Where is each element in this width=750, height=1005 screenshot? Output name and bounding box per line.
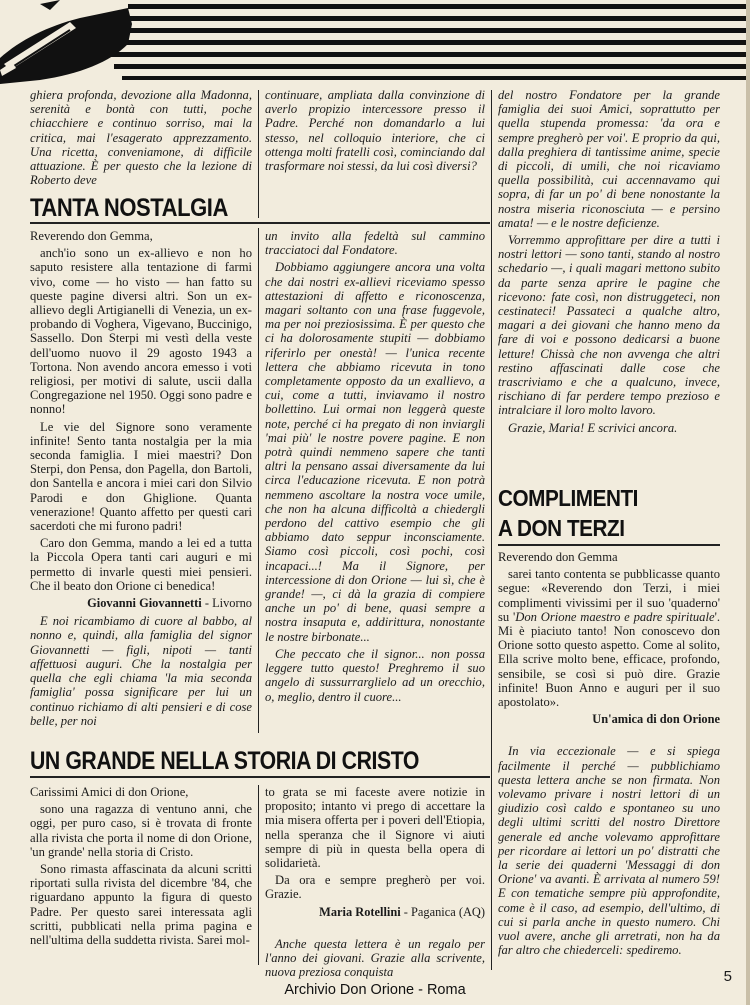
pen-stripes-header-art xyxy=(0,0,750,92)
continued-text-col1: ghiera profonda, devozione alla Madonna, serenità e bontà con tutti, poche chiacchiere e continuo sorriso, mai la critica, mai l'esagerato apprezzamento. Una ricetta, conveniamone, di difficile attuazione. È per questo che la lezione di Roberto deve xyxy=(30,88,252,188)
salutation: Reverendo don Gemma, xyxy=(30,229,153,243)
reply-continued-col3: del nostro Fondatore per la grande famiglia dei suoi Amici, soprattutto per quella stupenda promessa: 'da ora e sempre pregherò per voi'. E proprio da qui, dalla preghiera di tantissime anime, specie di piccoli, di umili, che noi ricaviamo quella possibilità, cui accennavamo qui sopra, di far un po' di bene nonostante la nostra miseria riconosciuta — e persino amata! — e le nostre deficienze. Vorremmo approfittare per dire a tutti i nostri lettori — sono tanti, stando al nostro schedario —, i quali magari mettono subito da parte senza aprire le pagine che ricevono: fate così, non distruggeteci, non cestinateci! Passateci a qualche altro, magari a dei giovani che hanno meno da fare di voi e possono dedicarsi a buone letture! Chissà che non avvenga che altri restino affascinati dalle cose che trascriviamo e che a qualcuno, invece, rischiano di far perdere tempo prezioso e intralciare il loro molto lavoro. Grazie, Maria! E scrivici ancora. xyxy=(498,88,720,435)
column-rule-upper xyxy=(258,90,259,218)
title-underline-tanta-nostalgia xyxy=(30,222,490,224)
article-tanta-nostalgia-col2: un invito alla fedeltà sul cammino tracciatoci dal Fondatore. Dobbiamo aggiungere ancora una volta che dai nostri ex-allievi riceviamo spesso attestazioni di affetto e riconoscenza, magari soltanto con una frase fuggevole, ma per noi preziosissima. È per questo che ci ha dolorosamente stupiti — dobbiamo riferirlo per onestà! — l'unica recente lettera che abbiamo ricevuta in tono completamente opposto da un exallievo, a cui, come a tutti, inviavamo il nostro bollettino. Lui ormai non leggerà queste note, perché ci ha pregato di non inviargli 'mai più' le nostre povere pagine. E non potrà quindi nemmeno sapere che tanti altri la pensano assai diversamente da lui circa l'educazione ricevuta. E non potrà nemmeno ascoltare la nostra voce umile, che non ha alcuna difficoltà a chiedergli perdono del cattivo esempio che gli abbiamo dato seppur inconsciamente. Siamo così piccoli, così pochi, così incapaci...! Ma il Signore, per intercessione di don Orione — lui sì, che è grande! —, ci dà la grazia di compiere anche un po' di bene, quasi sempre a nostra insaputa e, addirittura, nonostante le nostre birbonate... Che peccato che il signor... non possa leggere tutto questo! Preghremo il suo angelo di sussurrarglielo ad un orecchio, o, meglio, dentro il cuore... xyxy=(265,229,485,704)
column-rule-lower xyxy=(258,785,259,965)
column-rule-middle xyxy=(258,228,259,733)
column-rule-right xyxy=(491,90,492,970)
title-underline-complimenti xyxy=(498,544,720,546)
signature: Maria Rotellini - Paganica (AQ) xyxy=(319,904,485,919)
title-underline-un-grande xyxy=(30,776,490,778)
article-un-grande-col2: to grata se mi faceste avere notizie in proposito; intanto vi prego di accettare la mia misera offerta per i poveri dell'Etiopia, nella speranza che il Signore vi aiuti sempre di più in questa bella opera di solidarietà. Da ora e sempre pregherò per voi. Grazie. Maria Rotellini - Paganica (AQ) Anche questa lettera è un regalo per l'anno dei giovani. Grazie alla scrivente, nuova preziosa conquista xyxy=(265,785,485,980)
continued-text-col2: continuare, ampliata dalla convinzione di averlo propizio intercessore presso il Padre. Perché non domandarlo a lui stesso, nel colloquio interiore, che ci ottenga molti fratelli così, cominciando dal trasformare noi stessi, da lui così diversi? xyxy=(265,88,485,174)
article-title-complimenti: COMPLIMENTI A DON TERZI xyxy=(498,485,638,541)
archive-footer: Archivio Don Orione - Roma xyxy=(284,982,466,998)
article-un-grande-col1: Carissimi Amici di don Orione, sono una ragazza di ventuno anni, che oggi, per puro caso, si è trovata di fronte alla rivista che porta il nome di don Orione, 'un grande' nella storia di Cristo. Sono rimasta affascinata da alcuni scritti riportati sulla rivista del dicembre '84, che riguardano appunto la figura di questo Padre. Per questo sarei interessata agli scritti, pubblicati nella prima pagina e nell'ultima della suddetta rivista. Sarei mol- xyxy=(30,785,252,948)
signature: Giovanni Giovannetti - Livorno xyxy=(87,596,252,611)
signature: Un'amica di don Orione xyxy=(592,712,720,727)
page-number: 5 xyxy=(723,968,732,985)
page-edge xyxy=(746,0,750,1005)
article-tanta-nostalgia-col1: Reverendo don Gemma, anch'io sono un ex-allievo e non ho saputo resistere alla tentazione di farmi vivo, come — ho visto — han fatto su queste pagine diversi altri. Son un ex-allievo degli Artigianelli di Venezia, un ex-probando di Voghera, Vigevano, Buccinigo, Sassello. Don Sterpi mi vestì della veste dell'uomo nuovo il 29 agosto 1943 a Tortona. Non avendo ancora emesso i voti religiosi, per motivi di salute, uscii dalla Congregazione nel 1950. Oggi sono padre e nonno! Le vie del Signore sono veramente infinite! Sento tanta nostalgia per la mia seconda famiglia. I miei maestri? Don Sterpi, don Pensa, don Pagella, don Bartoli, don Santella e ancora i miei cari don Silvio Parodi e don Ghiglione. Quanta venerazione! Quanto affetto per questi cari sacerdoti che mi furono padri! Caro don Gemma, mando a lei ed a tutta la Piccola Opera tanti cari auguri e mi permetto di invarle questi miei pensieri. Che il beato don Orione ci benedica! Giovanni Giovannetti - Livorno E noi ricambiamo di cuore al babbo, al nonno e, quindi, alla famiglia del signor Giovannetti — figli, nipoti — tanti affettuosi auguri. Che la nostalgia per quella che egli chiama 'la mia seconda famiglia' possa significare per lui un continuo richiamo di alti pensieri e di cose belle, per noi xyxy=(30,229,252,728)
article-title-un-grande: UN GRANDE NELLA STORIA DI CRISTO xyxy=(30,747,419,775)
article-title-tanta-nostalgia: TANTA NOSTALGIA xyxy=(30,194,228,222)
article-complimenti-body: Reverendo don Gemma sarei tanto contenta se pubblicasse quanto segue: «Reverendo don Terzi, i miei complimenti vivissimi per il suo 'quaderno' su 'Don Orione maestro e padre spirituale'. Mi è piaciuto tanto! Non conoscevo don Orione sotto questo aspetto. Come al solito, Ella scrive molto bene, efficace, profondo, sensibile, se così si può dire. Grazie infinite! Buon Anno e auguri per il suo apostolato». Un'amica di don Orione In via eccezionale — e si spiega facilmente il perché — pubblichiamo questa lettera anche se non firmata. Non volevamo privare i nostri lettori di un giudizio così caldo e spontaneo su uno degli ultimi scritti del nostro Direttore generale ed anche volevamo approfittare per ricordare ai lettori un po' distratti che la serie dei quaderni 'Messaggi di don Orione' va avanti. È arrivata al numero 59! E con tematiche sempre più approfondite, come è il caso, ad esempio, dell'ultimo, di cui si parla anche in questo numero. Chi vuol avere, anche gli arretrati, non ha da far altro che chiederceli: spediremo. xyxy=(498,550,720,958)
